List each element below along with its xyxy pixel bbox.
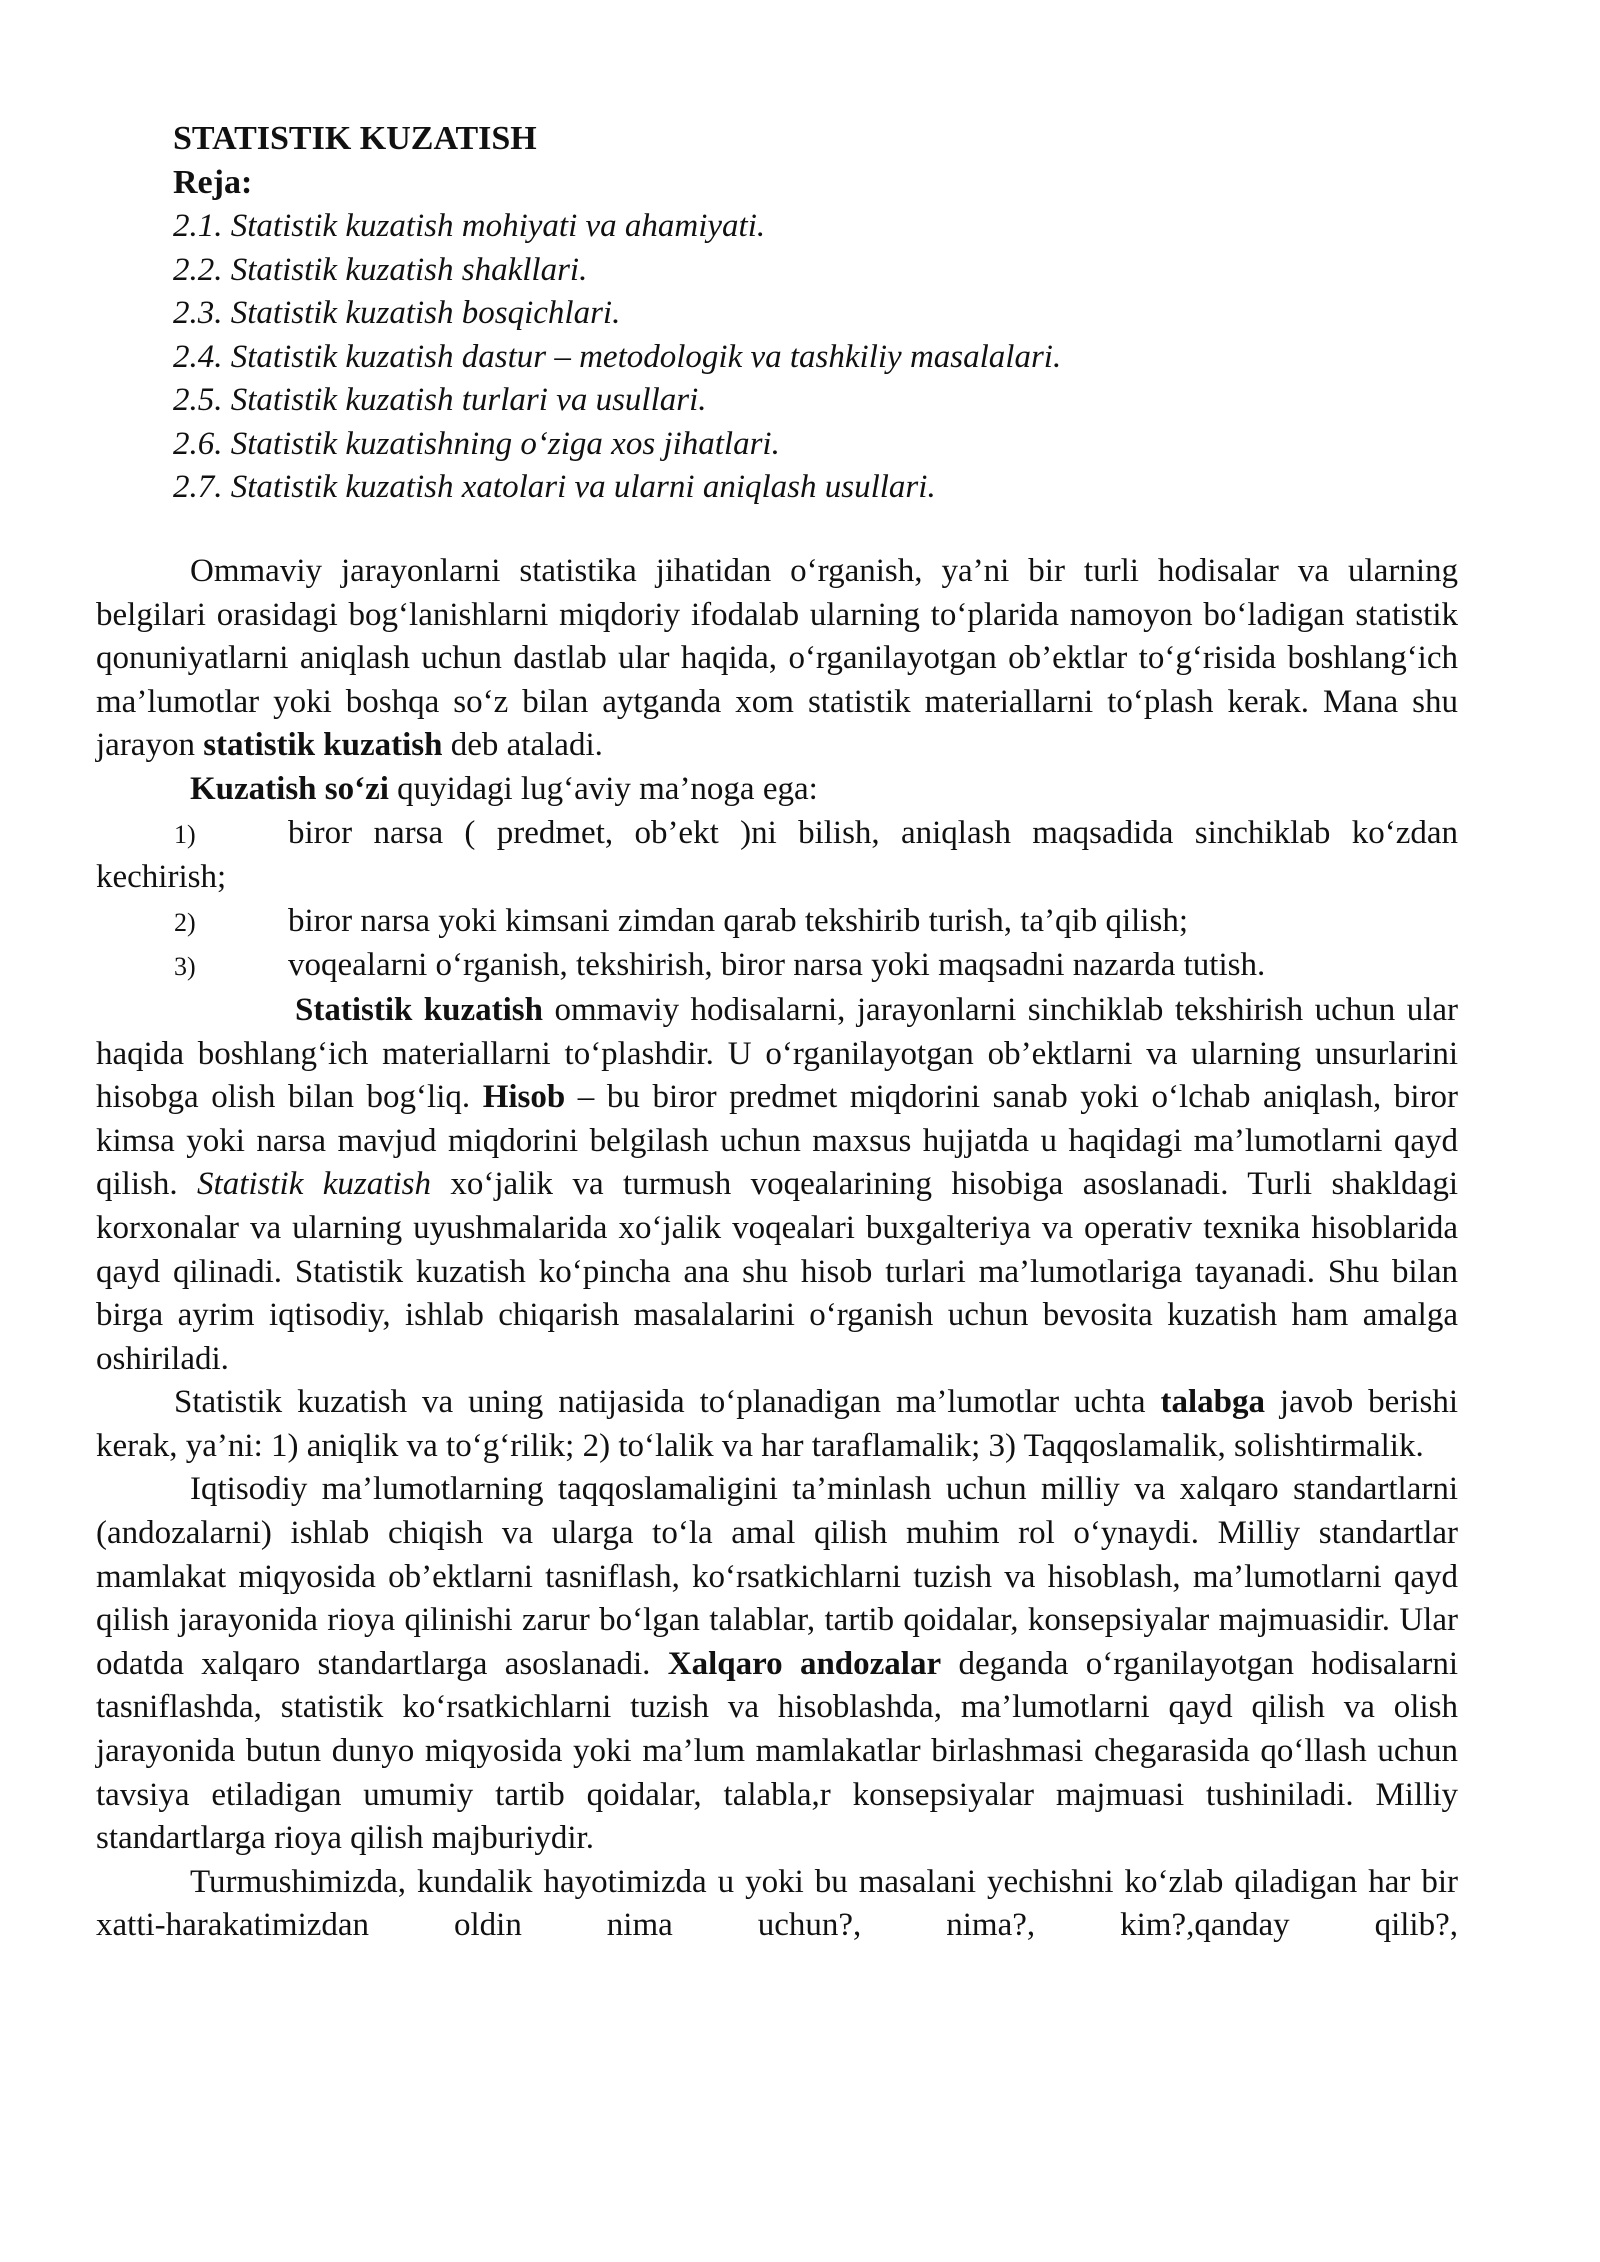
paragraph-daily-life [96,1861,1458,1948]
paragraph-observation [96,989,1458,1381]
paragraph-requirements [96,1381,1458,1468]
paragraph-text: ommaviy hodisalarni, jarayonlarni sinchiklab tekshirish uchun ular haqida boshlang‘ich materiallarni to‘plashdir. U o‘rganilayotgan ob’ektlarni va ularning unsurlarini hisobga olish bilan bog‘liq. [96,991,1458,1116]
italic-term: Statistik kuzatish [197,1166,431,1203]
plan-item: 2.6. Statistik kuzatishning o‘ziga xos jihatlari. [173,425,780,462]
bold-term: Statistik kuzatish [295,991,544,1028]
plan-item: 2.3. Statistik kuzatish bosqichlari. [173,295,621,331]
plan-item: 2.5. Statistik kuzatish turlari va usullari. [173,382,707,418]
document-title: STATISTIK KUZATISH [173,120,537,157]
paragraph-text: deganda o‘rganilayotgan hodisalarni tasniflashda, statistik ko‘rsatkichlarni tuzish va hisoblashda, ma’lumotlarni qayd qilish va olish jarayonida butun dunyo miqyosida yoki ma’lum mamlakatlar birlashmasi chegarasida qo‘llash uchun tavsiya etiladigan umumiy tartib qoidalar, talabla,r konsepsiyalar majmuasi tushiniladi. Milliy standartlarga rioya qilish majburiydir. [96,1645,1459,1857]
paragraph-text: Turmushimizda, kundalik hayotimizda u yoki bu masalani yechishni ko‘zlab qiladigan har bir xatti-harakatimizdan oldin nima uchun?, nima?, kim?,qanday qilib?, [96,1863,1458,1944]
plan-item: 2.7. Statistik kuzatish xatolari va ularni aniqlash usullari. [173,469,936,505]
paragraph-text: javob berishi kerak, ya’ni: 1) aniqlik va to‘g‘rilik; 2) to‘lalik va har taraflamalik; 3) Taqqoslamalik, solishtirmalik. [96,1384,1458,1464]
paragraph-standards [96,1468,1458,1860]
list-item [96,944,1458,989]
plan-item: 2.1. Statistik kuzatish mohiyati va ahamiyati. [173,208,766,244]
list-number: 1) [174,819,196,849]
plan-item: 2.4. Statistik kuzatish dastur – metodologik va tashkiliy masalalari. [173,338,1062,375]
list-item [96,812,1458,900]
list-text: biror narsa ( predmet, ob’ekt )ni bilish, aniqlash maqsadida sinchiklab ko‘zdan kechirish; [96,814,1458,896]
list-text: voqealarni o‘rganish, tekshirish, biror narsa yoki maqsadni nazarda tutish. [288,947,1266,984]
list-text: biror narsa yoki kimsani zimdan qarab tekshirib turish, ta’qib qilish; [288,902,1188,939]
bold-term: Xalqaro andozalar [667,1645,942,1682]
paragraph-text: Ommaviy jarayonlarni statistika jihatidan o‘rganish, ya’ni bir turli hodisalar va ularning belgilari orasidagi bog‘lanishlarni miqdoriy ifodalab ularning to‘plarida namoyon bo‘ladigan statistik qonuniyatlarni aniqlash uchun dastlab ular haqida, o‘rganilayotgan ob’ektlar to‘g‘risida boshlang‘ich ma’lumotlar yoki boshqa so‘z bilan aytganda xom statistik materiallarni to‘plash kerak. Mana shu jarayon [96,553,1458,764]
body-text [96,550,1458,1948]
plan-label: Reja: [173,164,253,201]
paragraph-text: Iqtisodiy ma’lumotlarning taqqoslamaligini ta’minlash uchun milliy va xalqaro standartlarni (andozalarni) ishlab chiqish va ularga to‘la amal qilish muhim rol o‘ynaydi. Milliy standartlar mamlakat miqyosida ob’ektlarni tasniflash, ko‘rsatkichlarni tuzish va hisoblash, ma’lumotlarni qayd qilish jarayonida rioya qilinishi zarur bo‘lgan talablar, tartib qoidalar, konsepsiyalar majmuasidir. Ular odatda xalqaro standartlarga asoslanadi. [96,1471,1458,1682]
plan-item: 2.2. Statistik kuzatish shakllari. [173,251,588,288]
bold-term: statistik kuzatish [203,727,443,764]
plan-list [173,205,1061,510]
paragraph-text: deb ataladi. [442,727,603,764]
bold-term: talabga [1160,1384,1265,1421]
bold-term: Kuzatish so‘zi [190,770,389,807]
list-number: 3) [174,952,196,982]
paragraph-text: xo‘jalik va turmush voqealarining hisobiga asoslanadi. Turli shakldagi korxonalar va ularning uyushmalarida xo‘jalik voqealari buxgalteriya va operativ texnika hisoblarida qayd qilinadi. Statistik kuzatish ko‘pincha ana shu hisob turlari ma’lumotlariga tayanadi. Shu bilan birga ayrim iqtisodiy, ishlab chiqarish masalalarini o‘rganish uchun bevosita kuzatish ham amalga oshiriladi. [96,1166,1459,1377]
paragraph-text: quyidagi lug‘aviy ma’noga ega: [388,770,818,807]
paragraph-definition [96,768,1458,812]
bold-term: Hisob [482,1079,566,1116]
list-item [96,900,1458,945]
list-number: 2) [174,907,196,937]
paragraph-text: – bu biror predmet miqdorini sanab yoki o‘lchab aniqlash, biror kimsa yoki narsa mavjud miqdorini belgilash uchun maxsus hujjatda u haqidagi ma’lumotlarni qayd qilish. [96,1079,1458,1203]
paragraph-intro [96,550,1458,768]
paragraph-text: Statistik kuzatish va uning natijasida to‘planadigan ma’lumotlar uchta [174,1384,1161,1421]
